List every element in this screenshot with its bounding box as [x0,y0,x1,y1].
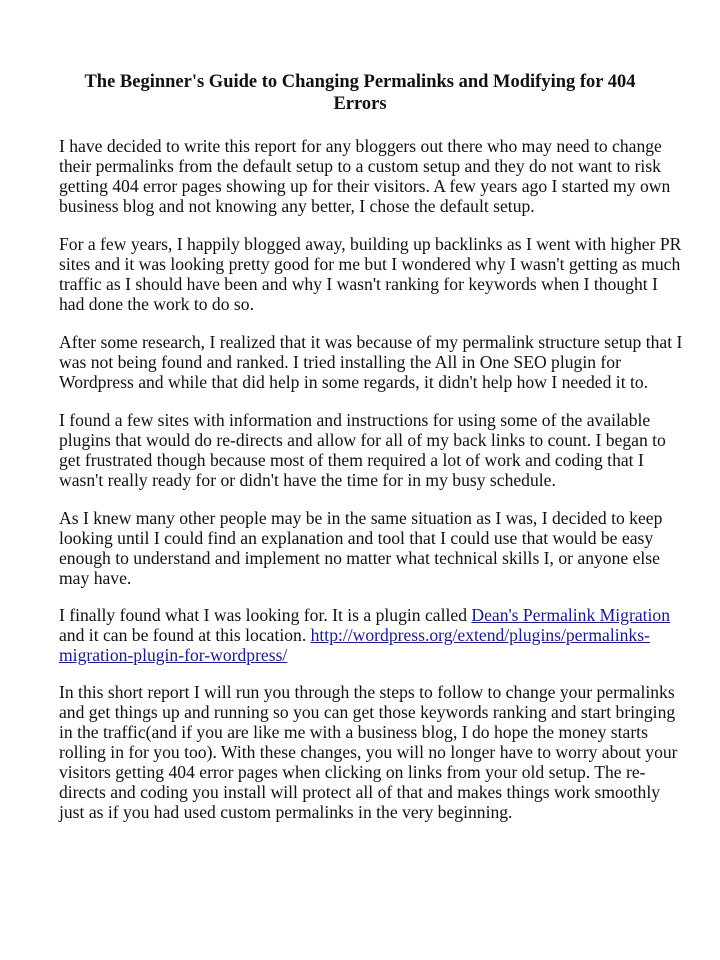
paragraph-research [59,332,683,392]
paragraph-line: In this short report I will run you through the steps to follow to change your permalinks [59,682,675,702]
paragraph-line: directs and coding you install will protect all of that and makes things work smoothly [59,782,661,802]
title-line: Errors [333,94,387,114]
paragraph-line: I found a few sites with information and instructions for using some of the available [59,410,651,430]
paragraph-line: was not being found and ranked. I tried installing the All in One SEO plugin for [59,352,621,372]
paragraph-line: plugins that would do re-directs and allow for all of my back links to count. I began to [59,430,666,450]
document-title [60,71,660,115]
plugin-url-link[interactable]: http://wordpress.org/extend/plugins/permalinks- [310,625,650,645]
paragraph-line: For a few years, I happily blogged away, building up backlinks as I went with higher PR [59,234,682,254]
paragraph-line: traffic as I should have been and why I wasn't ranking for keywords when I thought I [59,274,658,294]
paragraph-line: sites and it was looking pretty good for me but I wondered why I wasn't getting as much [59,254,681,274]
paragraph-line: rolling in for you too). With these changes, you will no longer have to worry about your [59,742,678,762]
paragraph-line: wasn't really ready for or didn't have the time for in my busy schedule. [59,470,556,490]
paragraph-line: may have. [59,568,132,588]
paragraph-line: their permalinks from the default setup to a custom setup and they do not want to risk [59,156,661,176]
paragraph-line [59,605,669,625]
paragraph-line: After some research, I realized that it was because of my permalink structure setup that I [59,332,683,352]
paragraph-text: and it can be found at this location. [59,625,311,645]
paragraph-plugins [59,410,669,490]
paragraph-line: enough to understand and implement no matter what technical skills I, or anyone else [59,548,660,568]
paragraph-search [59,508,669,588]
paragraph-text: I finally found what I was looking for. It is a plugin called [59,605,472,625]
paragraph-line [59,645,669,665]
paragraph-line: just as if you had used custom permalinks in the very beginning. [59,802,513,822]
paragraph-line: visitors getting 404 error pages when clicking on links from your old setup. The re- [59,762,646,782]
paragraph-line: had done the work to do so. [59,294,254,314]
paragraph-line: in the traffic(and if you are like me with a business blog, I do hope the money starts [59,722,648,742]
paragraph-line: I have decided to write this report for any bloggers out there who may need to change [59,136,662,156]
paragraph-line: getting 404 error pages showing up for their visitors. A few years ago I started my own [59,176,671,196]
paragraph-line: get frustrated though because most of them required a lot of work and coding that I [59,450,644,470]
paragraph-line: Wordpress and while that did help in some regards, it didn't help how I needed it to. [59,372,649,392]
paragraph-intro [59,136,669,216]
paragraph-line: and get things up and running so you can get those keywords ranking and start bringing [59,702,676,722]
paragraph-report-summary [59,682,678,822]
paragraph-line [59,625,669,645]
paragraph-found-plugin [59,605,669,665]
paragraph-line: looking until I could find an explanation and tool that I could use that would be easy [59,528,654,548]
paragraph-line: As I knew many other people may be in the same situation as I was, I decided to keep [59,508,663,528]
plugin-link[interactable]: Dean's Permalink Migration [471,605,671,625]
plugin-url-link-continued[interactable]: migration-plugin-for-wordpress/ [59,645,288,665]
title-line: The Beginner's Guide to Changing Permalinks and Modifying for 404 [84,72,636,92]
paragraph-line: business blog and not knowing any better, I chose the default setup. [59,196,535,216]
paragraph-backlinks [59,234,682,314]
